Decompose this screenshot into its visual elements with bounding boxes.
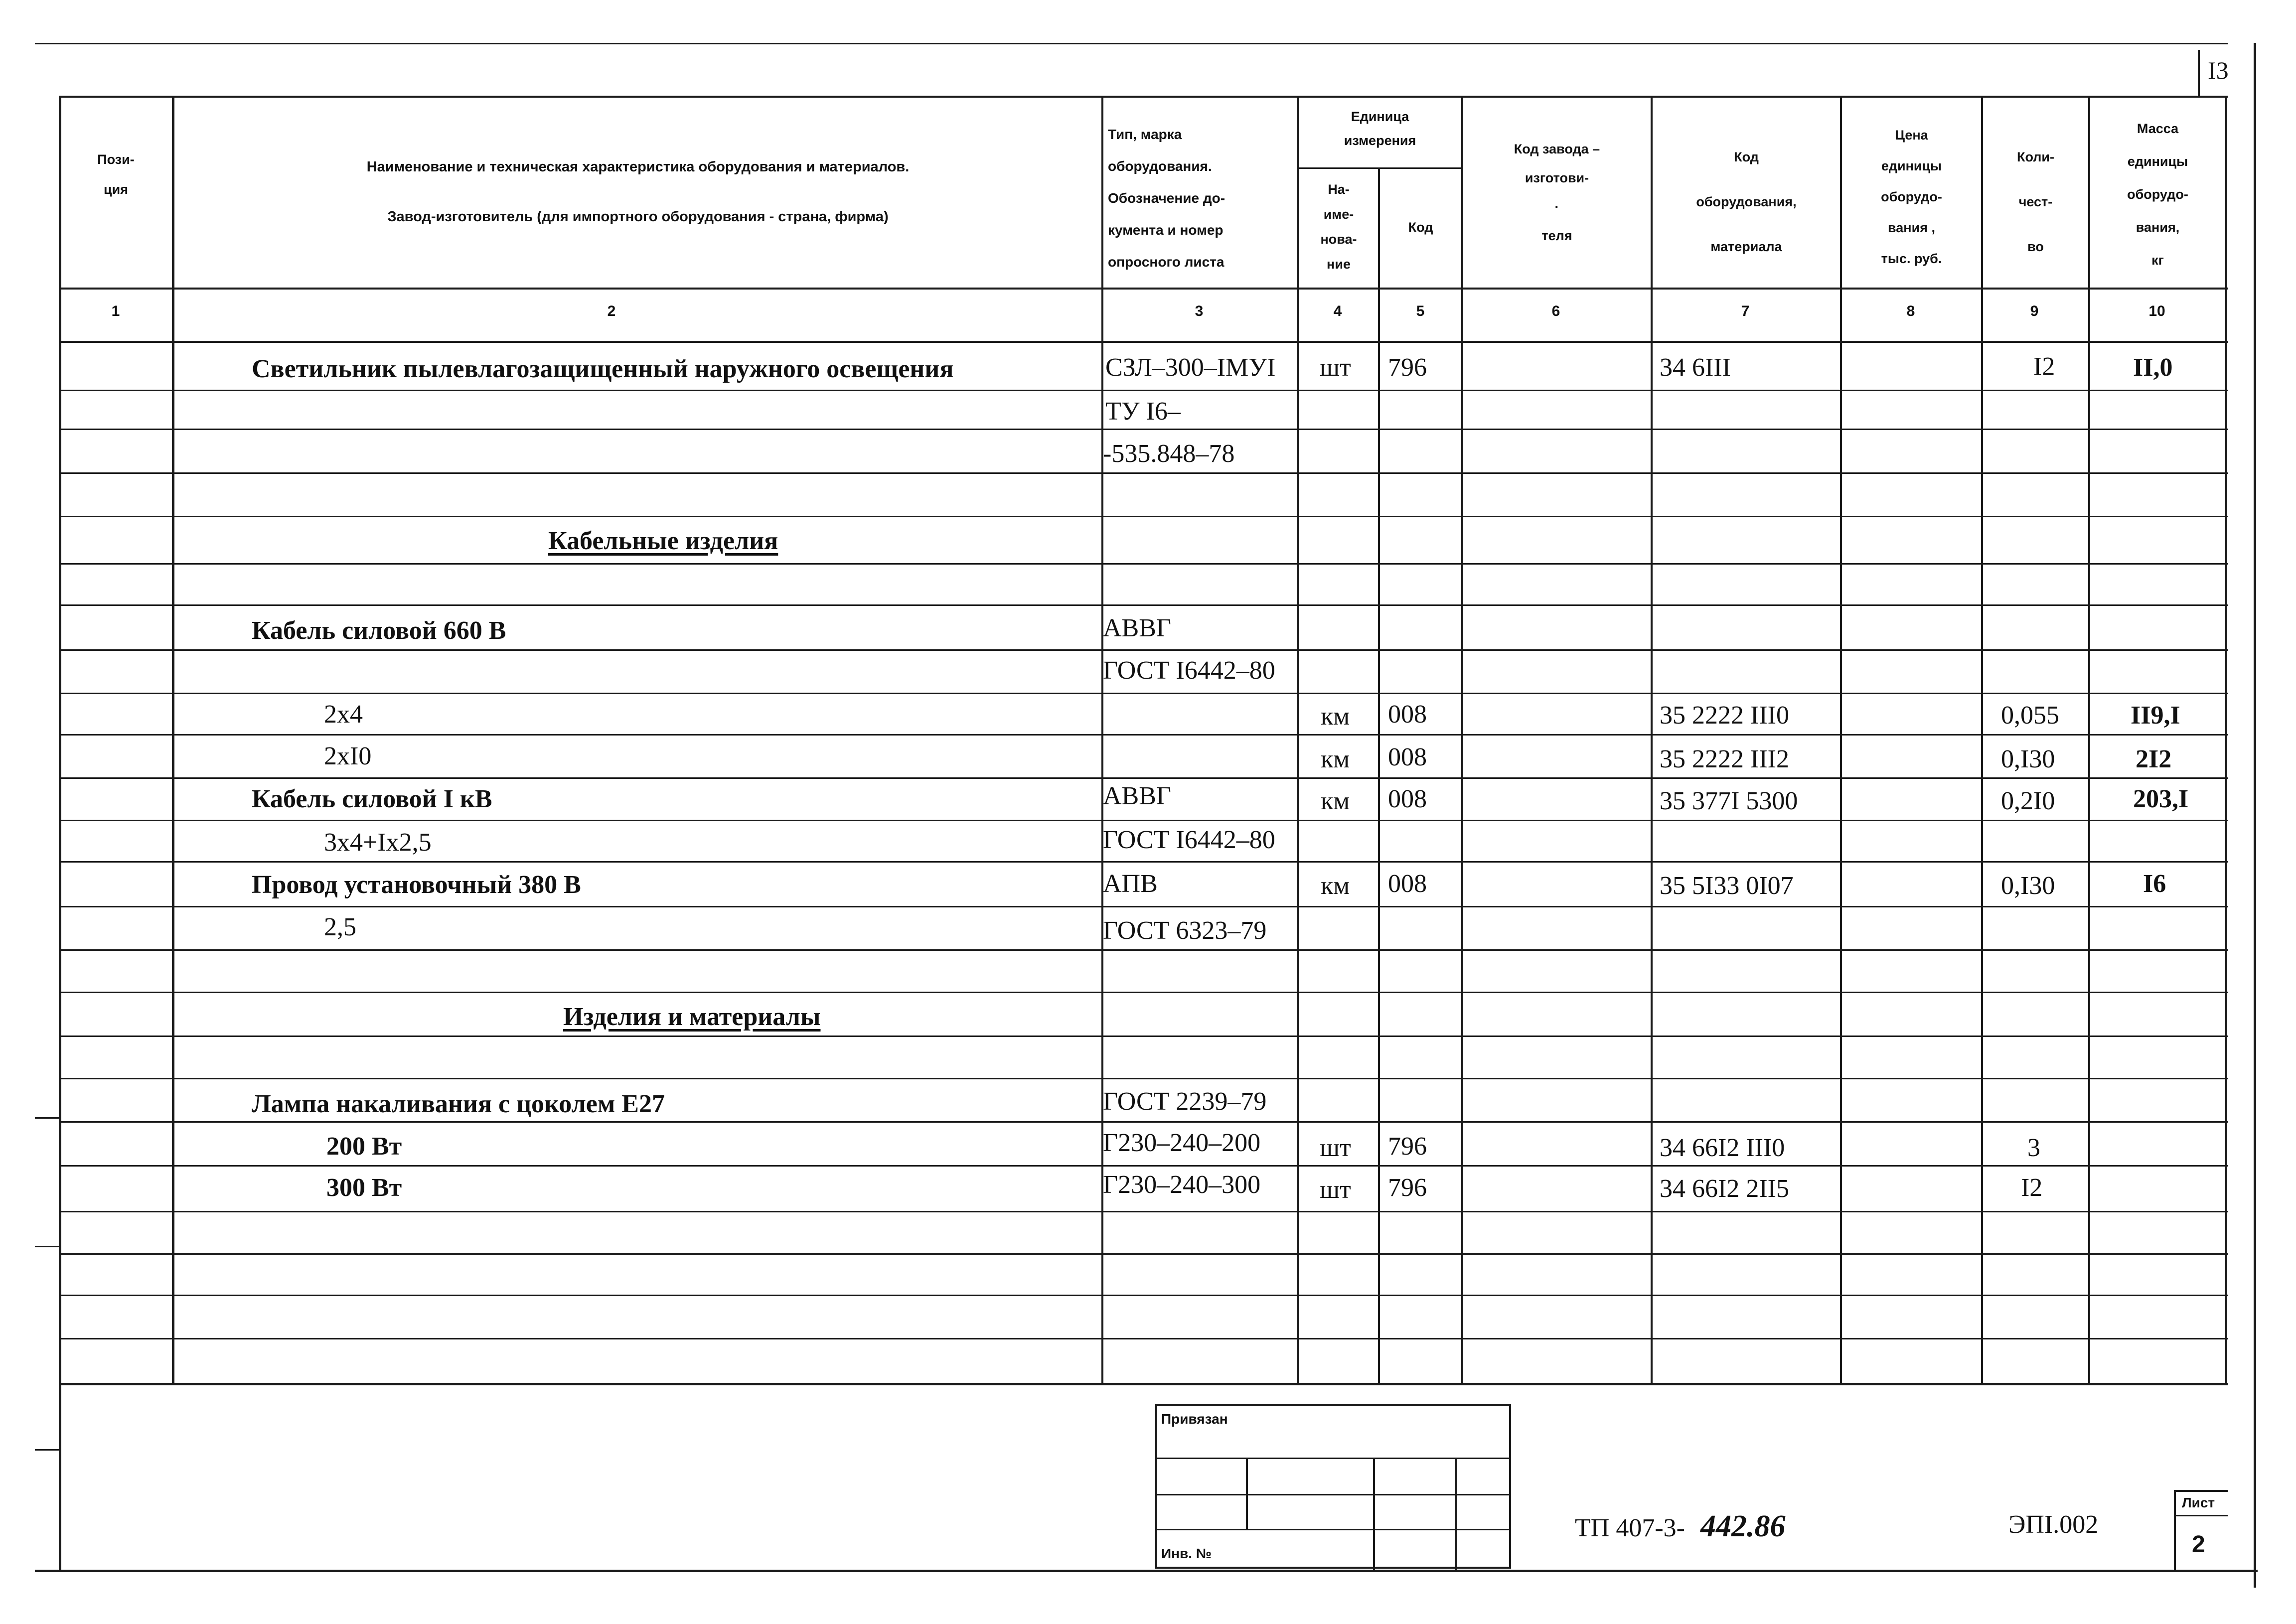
header-col2: Наименование и техническая характеристика оборудования и материалов. Завод-изготовитель (для импортного оборудования - страна, фирма)	[366, 159, 910, 225]
row-name: Кабель силовой I кВ	[252, 785, 492, 813]
stamp-bound-label: Привязан	[1161, 1411, 1228, 1427]
stamp-inv-label: Инв. №	[1161, 1546, 1212, 1561]
row-name: 300 Вт	[326, 1174, 402, 1202]
header-col1: Пози- ция	[97, 152, 135, 197]
row-line	[60, 992, 2228, 993]
row-qty: 0,I30	[2001, 872, 2055, 900]
header-col3: Тип, марка оборудования. Обозначение до- кумента и номер опросного листа	[1108, 127, 1225, 270]
row-line	[60, 777, 2228, 779]
col-line-0	[59, 96, 61, 1570]
margin-tick	[35, 1117, 60, 1119]
row-line	[60, 1121, 2228, 1123]
row-line	[60, 1035, 2228, 1037]
row-mat-code: 35 2222 III0	[1660, 701, 1789, 730]
row-code: 008	[1388, 785, 1427, 813]
row-name: 3х4+Iх2,5	[324, 828, 432, 857]
col-line-8	[1981, 96, 1983, 1385]
table-bottom-border	[60, 1383, 2228, 1385]
row-code: 796	[1388, 1174, 1427, 1202]
corner-box-left	[2198, 50, 2200, 96]
row-line	[60, 1253, 2228, 1255]
colnum-4: 4	[1333, 303, 1342, 319]
colnum-8: 8	[1906, 303, 1915, 319]
row-name: Провод установочный 380 В	[252, 871, 581, 899]
header-col8: Цена единицы оборудо- вания , тыс. руб.	[1881, 128, 1942, 266]
row-unit: шт	[1320, 353, 1351, 382]
sheet-number: 2	[2192, 1531, 2205, 1558]
section-title: Изделия и материалы	[563, 1003, 821, 1031]
row-type: Г230–240–300	[1103, 1171, 1261, 1199]
row-unit: км	[1321, 702, 1350, 731]
col-line-3	[1297, 96, 1299, 1385]
row-qty: 3	[2027, 1134, 2040, 1162]
colnum-9: 9	[2030, 303, 2039, 319]
row-line	[60, 1295, 2228, 1296]
col-line-6	[1651, 96, 1653, 1385]
row-line	[60, 649, 2228, 651]
header-col5: Код	[1408, 220, 1433, 235]
row-line	[60, 1165, 2228, 1167]
row-code: 796	[1388, 353, 1427, 382]
row-qty: 0,I30	[2001, 745, 2055, 773]
sheet-corner-number: I3	[2208, 56, 2229, 84]
row-mat-code: 34 66I2 2II5	[1660, 1175, 1789, 1203]
doc-prefix: ТП 407-3-	[1575, 1514, 1685, 1542]
colnum-bottom-border	[60, 341, 2228, 343]
col-line-1	[172, 96, 174, 1385]
row-line	[60, 429, 2228, 430]
row-line	[60, 1211, 2228, 1212]
col-line-9	[2088, 96, 2090, 1385]
table-top-border	[60, 96, 2228, 98]
row-mass: II9,I	[2131, 701, 2180, 730]
stamp-line	[1155, 1458, 1511, 1459]
row-line	[60, 604, 2228, 606]
row-type: ГОСТ I6442–80	[1103, 656, 1275, 685]
row-unit: шт	[1320, 1134, 1351, 1162]
row-name: Кабель силовой 660 В	[252, 616, 506, 645]
row-line	[60, 693, 2228, 694]
row-qty: I2	[2021, 1174, 2043, 1202]
row-type: ГОСТ 6323–79	[1103, 916, 1267, 945]
document-number	[1575, 1509, 1785, 1544]
row-name: Светильник пылевлагозащищенный наружного освещения	[252, 355, 954, 383]
col-line-4	[1378, 167, 1380, 1385]
row-name: 2,5	[324, 913, 356, 941]
doc-handwritten: 442.86	[1700, 1509, 1786, 1543]
col-line-7	[1840, 96, 1842, 1385]
header-col9: Коли- чест- во	[2016, 149, 2055, 254]
row-mat-code: 35 2222 III2	[1660, 745, 1789, 773]
row-line	[60, 734, 2228, 736]
colnum-2: 2	[607, 303, 616, 319]
doc-code: ЭПI.002	[2008, 1510, 2099, 1539]
row-line	[60, 1078, 2228, 1079]
row-type: ГОСТ I6442–80	[1103, 826, 1275, 854]
section-title: Кабельные изделия	[548, 527, 778, 555]
col-line-5	[1461, 96, 1463, 1385]
row-line	[60, 861, 2228, 863]
row-type: АВВГ	[1103, 614, 1171, 642]
stamp-binding-box	[1155, 1404, 1511, 1569]
row-unit: шт	[1320, 1176, 1351, 1204]
header-col7: Код оборудования, материала	[1696, 149, 1797, 254]
row-qty: 0,055	[2001, 701, 2059, 730]
row-code: 008	[1388, 870, 1427, 898]
frame-bottom-border	[35, 1570, 2258, 1572]
row-unit: км	[1321, 745, 1350, 773]
row-code: 796	[1388, 1132, 1427, 1161]
row-line	[60, 563, 2228, 565]
stamp-line	[1373, 1458, 1375, 1570]
row-mat-code: 35 377I 5300	[1660, 787, 1798, 815]
unit-group-divider	[1298, 167, 1463, 169]
stamp-line	[1155, 1529, 1511, 1530]
header-col10: Масса единицы оборудо- вания, кг	[2127, 121, 2188, 268]
row-mass: II,0	[2133, 353, 2173, 382]
row-mat-code: 34 66I2 III0	[1660, 1134, 1785, 1162]
row-line	[60, 516, 2228, 517]
header-col6: Код завода – изготови- · теля	[1514, 142, 1600, 243]
header-unit-group: Единица измерения	[1344, 109, 1416, 148]
row-line	[60, 390, 2228, 391]
colnum-5: 5	[1416, 303, 1425, 319]
colnum-1: 1	[111, 303, 120, 319]
row-name: 2хI0	[324, 742, 372, 770]
colnum-10: 10	[2148, 303, 2165, 319]
header-bottom-border	[60, 288, 2228, 290]
header-col4: На- име- нова- ние	[1320, 182, 1357, 272]
row-line	[60, 472, 2228, 474]
col-line-10	[2225, 96, 2227, 1385]
colnum-6: 6	[1551, 303, 1560, 319]
row-mass: 2I2	[2136, 745, 2172, 773]
top-border-line	[35, 43, 2228, 44]
row-qty: I2	[2033, 352, 2055, 381]
row-mat-code: 34 6III	[1660, 353, 1731, 382]
row-name: 2х4	[324, 700, 363, 729]
row-type: ГОСТ 2239–79	[1103, 1087, 1267, 1116]
row-mat-code: 35 5I33 0I07	[1660, 872, 1794, 900]
row-type: АПВ	[1103, 870, 1158, 898]
stamp-line	[1155, 1494, 1511, 1495]
stamp-line	[1246, 1458, 1248, 1529]
right-outer-border	[2254, 43, 2256, 1588]
row-name: 200 Вт	[326, 1132, 402, 1161]
row-unit: км	[1321, 872, 1350, 900]
row-type: СЗЛ–300–IМУI	[1105, 353, 1276, 382]
sheet-label: Лист	[2182, 1495, 2215, 1510]
margin-tick	[35, 1449, 60, 1451]
row-mass: 203,I	[2133, 785, 2189, 813]
row-unit: км	[1321, 787, 1350, 815]
row-type: ТУ I6–	[1105, 397, 1181, 426]
row-type: -535.848–78	[1103, 440, 1235, 468]
row-line	[60, 1338, 2228, 1339]
colnum-3: 3	[1195, 303, 1204, 319]
row-type: АВВГ	[1103, 782, 1171, 810]
colnum-7: 7	[1741, 303, 1750, 319]
row-line	[60, 906, 2228, 907]
margin-tick	[35, 1246, 60, 1247]
row-code: 008	[1388, 700, 1427, 729]
row-line	[60, 820, 2228, 821]
row-name: Лампа накаливания с цоколем Е27	[252, 1090, 665, 1118]
row-line	[60, 949, 2228, 951]
row-mass: I6	[2143, 870, 2166, 898]
stamp-line	[1455, 1458, 1457, 1570]
sheet-box-divider	[2174, 1515, 2228, 1516]
row-type: Г230–240–200	[1103, 1129, 1261, 1157]
row-code: 008	[1388, 743, 1427, 771]
row-qty: 0,2I0	[2001, 787, 2055, 815]
